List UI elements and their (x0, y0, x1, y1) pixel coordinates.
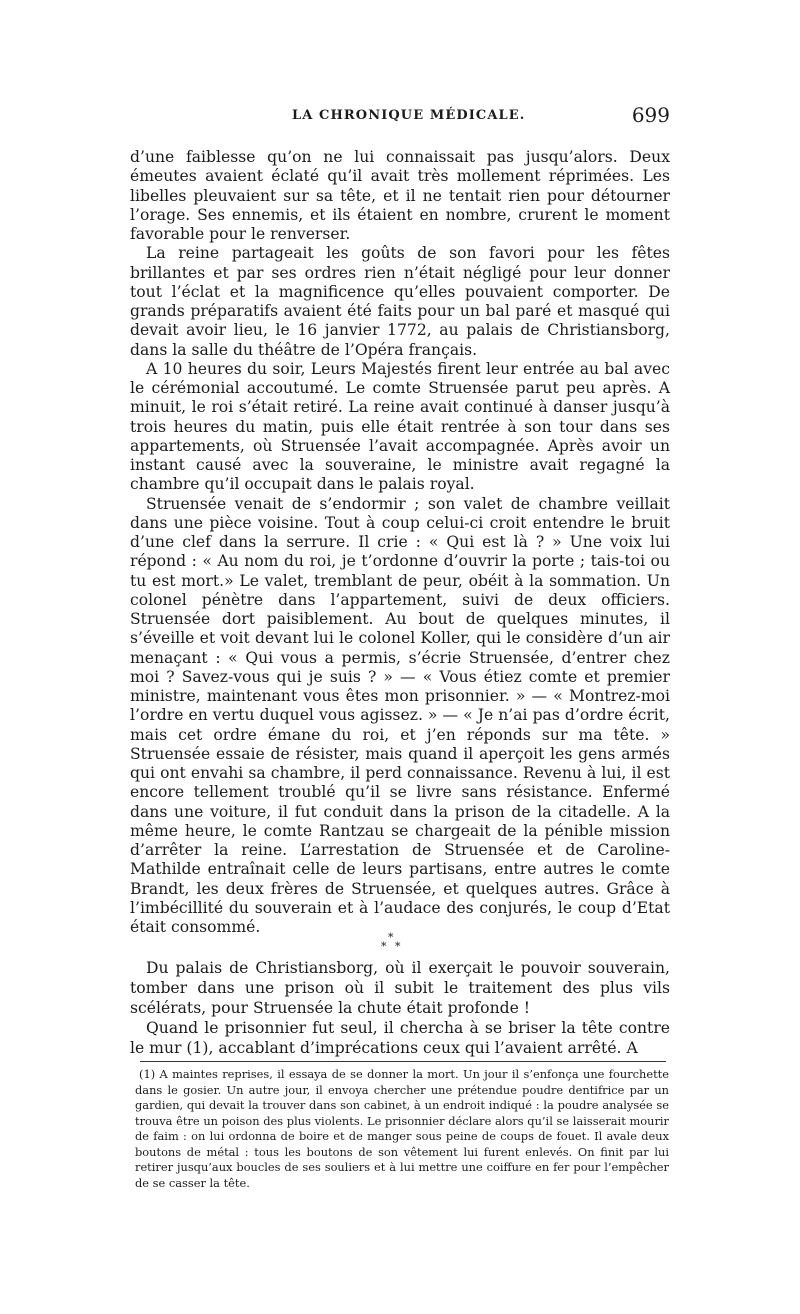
page-number: 699 (631, 103, 670, 127)
running-title: LA CHRONIQUE MÉDICALE. (292, 108, 526, 123)
footnote-text: (1) A maintes reprises, il essaya de se donner la mort. Un jour il s’enfonça une fourchette dans le gosier. Un autre jour, il envoya chercher une prétendue poudre dentifrice par un gardien, qui devait la trouver dans son cabinet, à un endroit indiqué : la poudre analysée se trouva être un poison des plus violents. Le prisonnier déclare alors qu’il se laisserait mourir de faim : on lui ordonna de boire et de manger sous peine de coups de fouet. Il avale deux boutons de métal : tous les boutons de son vêtement lui furent enlevés. On finit par lui retirer jusqu’aux boucles de ses souliers et à lui mettre une coiffure en fer pour l’empêcher de se casser la tête. (135, 1067, 669, 1190)
asterism-separator: * * * (381, 931, 401, 953)
footnote (135, 1067, 669, 1191)
paragraph: La reine partageait les goûts de son favori pour les fêtes brillantes et par ses ordres rien n’était négligé pour leur donner tout l’éclat et la magnificence qu’elles pouvaient comporter. De grands préparatifs avaient été faits pour un bal paré et masqué qui devait avoir lieu, le 16 janvier 1772, au palais de Christiansborg, dans la salle du théâtre de l’Opéra français. (130, 244, 670, 359)
page-header (130, 103, 670, 134)
main-text-continued (130, 958, 670, 1058)
paragraph: Struensée venait de s’endormir ; son valet de chambre veillait dans une pièce voisine. Tout à coup celui-ci croit entendre le bruit d’une clef dans la serrure. Il crie : « Qui est là ? » Une voix lui répond : « Au nom du roi, je t’ordonne d’ouvrir la porte ; tais-toi ou tu est mort.» Le valet, tremblant de peur, obéit à la sommation. Un colonel pénètre dans l’appartement, suivi de deux officiers. Struensée dort paisiblement. Au bout de quelques minutes, il s’éveille et voit devant lui le colonel Koller, qui le considère d’un air menaçant : « Qui vous a permis, s’écrie Struensée, d’entrer chez moi ? Savez-vous qui je suis ? » — « Vous étiez comte et premier ministre, maintenant vous êtes mon prisonnier. » — « Montrez-moi l’ordre en vertu duquel vous agissez. » — « Je n’ai pas d’ordre écrit, mais cet ordre émane du roi, et j’en réponds sur ma tête. » Struensée essaie de résister, mais quand il aperçoit les gens armés qui ont envahi sa chambre, il perd connaissance. Revenu à lui, il est encore tellement troublé qu’il se livre sans résistance. Enfermé dans une voiture, il fut conduit dans la prison de la citadelle. A la même heure, le comte Rantzau se chargeait de la pénible mission d’arrêter la reine. L’arrestation de Struensée et de Caroline-Mathilde entraînait celle de leurs partisans, entre autres le comte Brandt, les deux frères de Struensée, et quelques autres. Grâce à l’imbécillité du souverain et à l’audace des conjurés, le coup d’Etat était consommé. (130, 494, 670, 936)
paragraph: Quand le prisonnier fut seul, il chercha à se briser la tête contre le mur (1), accablant d’imprécations ceux qui l’avaient arrêté. A (130, 1019, 670, 1057)
main-text (130, 148, 670, 937)
paragraph: A 10 heures du soir, Leurs Majestés firent leur entrée au bal avec le cérémonial accoutumé. Le comte Struensée parut peu après. A minuit, le roi s’était retiré. La reine avait continué à danser jusqu’à trois heures du matin, puis elle était rentrée à son tour dans ses appartements, où Struensée l’avait accompagnée. Après avoir un instant causé avec la souveraine, le ministre avait regagné la chambre qu’il occupait dans le palais royal. (130, 359, 670, 494)
paragraph: d’une faiblesse qu’on ne lui connaissait pas jusqu’alors. Deux émeutes avaient éclaté qu’il avait très mollement réprimées. Les libelles pleuvaient sur sa tête, et il ne tentait rien pour détourner l’orage. Ses ennemis, et ils étaient en nombre, crurent le moment favorable pour le renverser. (130, 148, 670, 243)
footnote-rule (140, 1061, 666, 1062)
paragraph: Du palais de Christiansborg, où il exerçait le pouvoir souverain, tomber dans une prison où il subit le traitement des plus vils scélérats, pour Struensée la chute était profonde ! (130, 959, 670, 1017)
